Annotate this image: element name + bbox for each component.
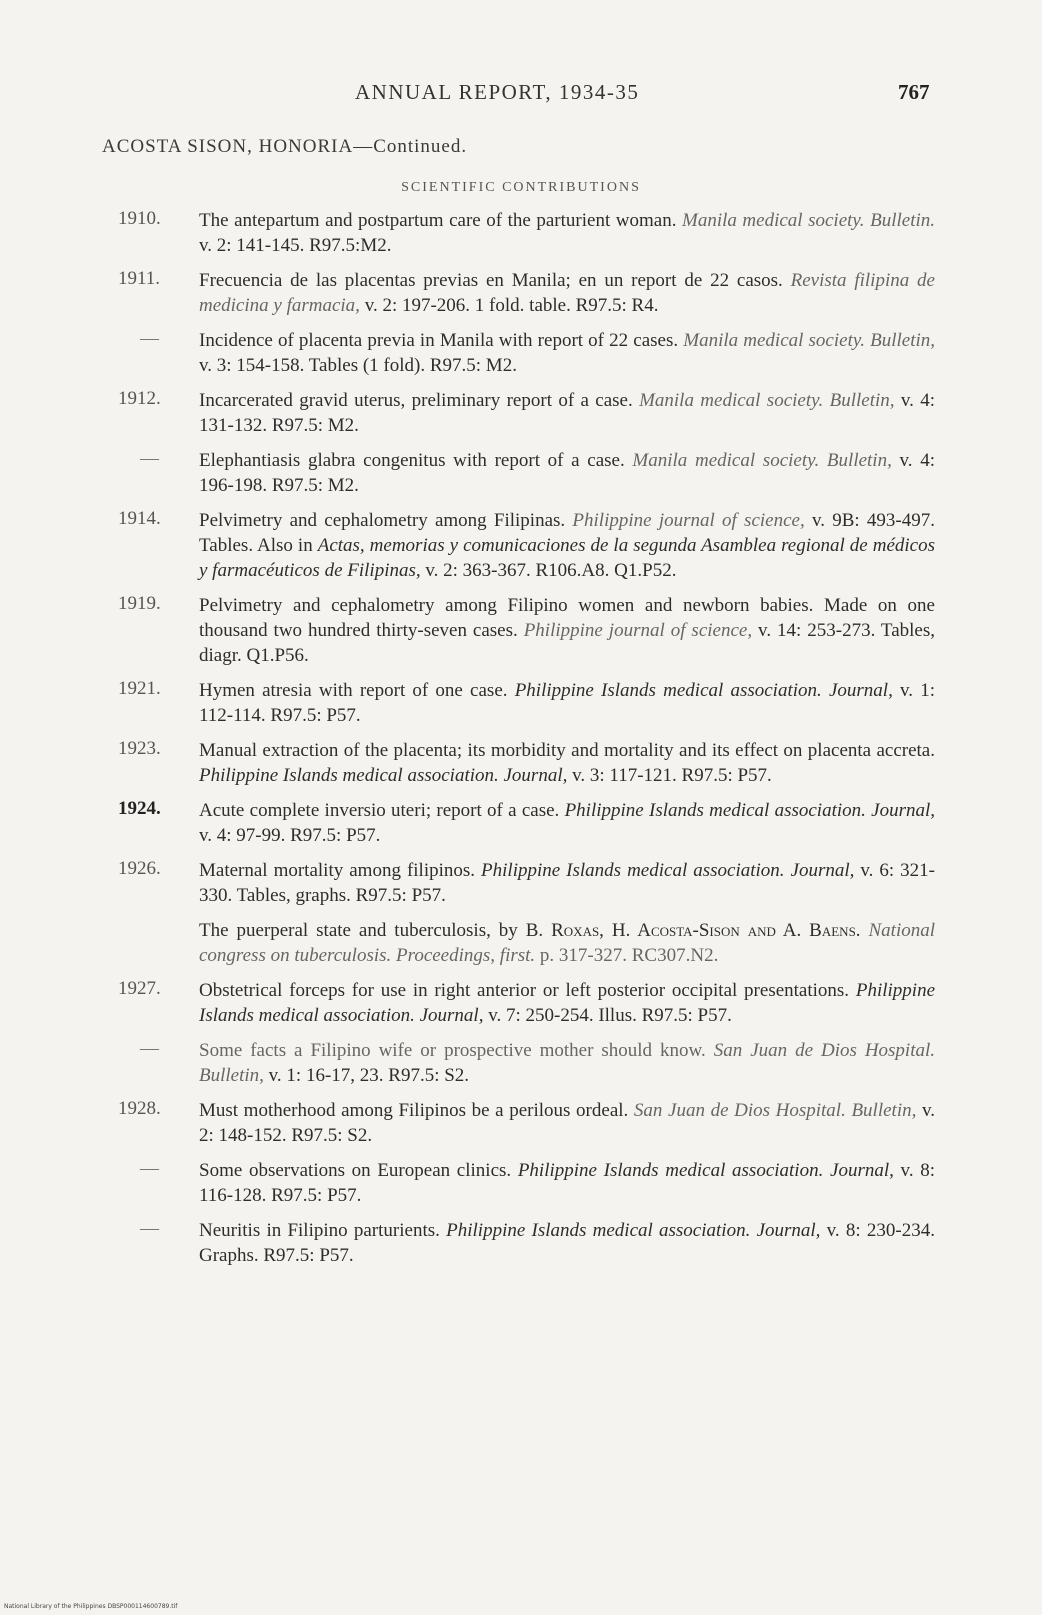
entry-text	[199, 918, 935, 968]
entry-text	[199, 1218, 935, 1268]
entry-details: v. 9B: 493-497. Tables. Also in	[199, 510, 936, 556]
entry-source: Manila medical society. Bulletin,	[632, 450, 892, 471]
bibliography-entry	[0, 388, 1042, 438]
entry-year: 1924.	[118, 798, 161, 819]
entry-source: Philippine Islands medical association. Journal,	[517, 1160, 894, 1181]
entry-details: v. 4: 131-132. R97.5: M2.	[199, 390, 936, 436]
entry-text	[199, 738, 935, 788]
entry-source: Philippine Islands medical association. Journal,	[199, 980, 935, 1026]
bibliography-entry	[0, 208, 1042, 258]
entry-title: Frecuencia de las placentas previas en Manila; en un report de 22 casos.	[199, 270, 783, 291]
bibliography-entry	[0, 738, 1042, 788]
entry-details: v. 1: 16-17, 23. R97.5: S2.	[268, 1065, 470, 1086]
bibliography-entry	[0, 1158, 1042, 1208]
entry-details: v. 2: 148-152. R97.5: S2.	[199, 1100, 936, 1146]
entry-year: 1928.	[118, 1098, 161, 1119]
entry-title: Pelvimetry and cephalometry among Filipino women and newborn babies. Made on one thousand two hundred thirty-seven cases.	[199, 595, 935, 641]
entry-source: Philippine Islands medical association. Journal,	[564, 800, 936, 821]
bibliography-entry	[0, 978, 1042, 1028]
bibliography-entry	[0, 858, 1042, 908]
entry-year: 1921.	[118, 678, 161, 699]
entry-text	[199, 268, 935, 318]
entry-text	[199, 593, 935, 668]
bibliography-entry	[0, 1098, 1042, 1148]
entry-text	[199, 208, 935, 258]
entry-year: 1914.	[118, 508, 161, 529]
entry-year: —	[140, 1218, 159, 1239]
bibliography-entry	[0, 268, 1042, 318]
entry-title: The puerperal state and tuberculosis, by	[199, 920, 518, 941]
entry-source: Manila medical society. Bulletin,	[639, 390, 895, 411]
entry-year: 1926.	[118, 858, 161, 879]
entry-year: 1923.	[118, 738, 161, 759]
entry-details: v. 2: 141-145. R97.5:M2.	[199, 235, 392, 256]
entry-text	[199, 978, 935, 1028]
entry-title: Neuritis in Filipino parturients.	[199, 1220, 440, 1241]
entry-source: Philippine Islands medical association. Journal,	[446, 1220, 821, 1241]
entry-text	[199, 508, 935, 583]
bibliography-entry	[0, 678, 1042, 728]
entry-source: Philippine Islands medical association. Journal,	[514, 680, 893, 701]
entry-text	[199, 678, 935, 728]
entry-text	[199, 388, 935, 438]
page-header	[0, 80, 1042, 112]
bibliography-entry	[0, 918, 1042, 968]
entry-details: v. 8: 116-128. R97.5: P57.	[199, 1160, 936, 1206]
entry-year: —	[140, 1158, 159, 1179]
entry-year: —	[140, 328, 159, 349]
entry-text	[199, 1038, 935, 1088]
bibliography-entry	[0, 448, 1042, 498]
entry-year: 1927.	[118, 978, 161, 999]
entry-text	[199, 798, 935, 848]
entry-title: Must motherhood among Filipinos be a perilous ordeal.	[199, 1100, 629, 1121]
entry-source: Philippine journal of science,	[572, 510, 805, 531]
entry-year: 1911.	[118, 268, 161, 289]
entry-details: v. 6: 321-330. Tables, graphs. R97.5: P57.	[199, 860, 936, 906]
entry-details: p. 317-327. RC307.N2.	[539, 945, 719, 966]
entry-details: v. 14: 253-273. Tables, diagr. Q1.P56.	[199, 620, 935, 666]
entry-title: Pelvimetry and cephalometry among Filipinas.	[199, 510, 566, 531]
entry-details: v. 2: 197-206. 1 fold. table. R97.5: R4.	[364, 295, 659, 316]
entry-year: 1912.	[118, 388, 161, 409]
entry-source: San Juan de Dios Hospital. Bulletin,	[633, 1100, 917, 1121]
entry-year: —	[140, 1038, 159, 1059]
bibliography-entry	[0, 593, 1042, 668]
entry-source: Manila medical society. Bulletin,	[683, 330, 936, 351]
entry-details: v. 3: 154-158. Tables (1 fold). R97.5: M2.	[199, 355, 517, 376]
entry-details: v. 4: 196-198. R97.5: M2.	[199, 450, 936, 496]
entry-text	[199, 448, 935, 498]
scan-footer: National Library of the Philippines DBSP000114600789.tif	[4, 1603, 178, 1610]
entry-details: v. 8: 230-234. Graphs. R97.5: P57.	[199, 1220, 935, 1266]
entry-details: v. 4: 97-99. R97.5: P57.	[199, 825, 381, 846]
entry-title: The antepartum and postpartum care of the parturient woman.	[199, 210, 677, 231]
entry-title: Acute complete inversio uteri; report of a case.	[199, 800, 560, 821]
entry-title: Obstetrical forceps for use in right anterior or left posterior occipital presentations.	[199, 980, 850, 1001]
bibliography-entry	[0, 798, 1042, 848]
entry-title: Incidence of placenta previa in Manila with report of 22 cases.	[199, 330, 679, 351]
entry-title: Hymen atresia with report of one case.	[199, 680, 508, 701]
bibliography-list	[0, 208, 1042, 1278]
page-number: 767	[898, 80, 930, 104]
entry-text	[199, 1158, 935, 1208]
entry-source: Philippine Islands medical association. Journal,	[199, 765, 568, 786]
entry-source: Manila medical society. Bulletin.	[682, 210, 936, 231]
entry-source: Philippine journal of science,	[523, 620, 753, 641]
entry-title: Manual extraction of the placenta; its morbidity and mortality and its effect on placenta accreta.	[199, 740, 935, 761]
entry-details: v. 3: 117-121. R97.5: P57.	[572, 765, 772, 786]
entry-source: Revista filipina de medicina y farmacia,	[199, 270, 935, 316]
bibliography-entry	[0, 1038, 1042, 1088]
entry-text	[199, 328, 935, 378]
entry-source: National congress on tuberculosis. Proceedings, first.	[199, 920, 936, 966]
entry-details: v. 1: 112-114. R97.5: P57.	[199, 680, 936, 726]
entry-title: Elephantiasis glabra congenitus with report of a case.	[199, 450, 625, 471]
bibliography-entry	[0, 328, 1042, 378]
entry-text	[199, 858, 935, 908]
bibliography-entry	[0, 1218, 1042, 1268]
entry-year: —	[140, 448, 159, 469]
entry-also-source: Actas, memorias y comunicaciones de la segunda Asamblea regional de médicos y farmacéuticos de Filipinas,	[199, 535, 935, 581]
entry-details: v. 7: 250-254. Illus. R97.5: P57.	[488, 1005, 732, 1026]
entry-title: Some observations on European clinics.	[199, 1160, 512, 1181]
entry-text	[199, 1098, 935, 1148]
running-title: ANNUAL REPORT, 1934-35	[355, 80, 640, 104]
entry-also-details: v. 2: 363-367. R106.A8. Q1.P52.	[425, 560, 677, 581]
entry-authors: B. Roxas, H. Acosta-Sison and A. Baens.	[525, 920, 861, 941]
subject-heading: ACOSTA SISON, HONORIA—Continued.	[102, 136, 468, 157]
entry-year: 1910.	[118, 208, 161, 229]
entry-year: 1919.	[118, 593, 161, 614]
entry-title: Maternal mortality among filipinos.	[199, 860, 476, 881]
entry-title: Incarcerated gravid uterus, preliminary report of a case.	[199, 390, 633, 411]
bibliography-entry	[0, 508, 1042, 583]
entry-source: Philippine Islands medical association. Journal,	[481, 860, 855, 881]
entry-title: Some facts a Filipino wife or prospective mother should know.	[199, 1040, 706, 1061]
entry-source: San Juan de Dios Hospital. Bulletin,	[199, 1040, 936, 1086]
section-heading: SCIENTIFIC CONTRIBUTIONS	[401, 180, 641, 195]
